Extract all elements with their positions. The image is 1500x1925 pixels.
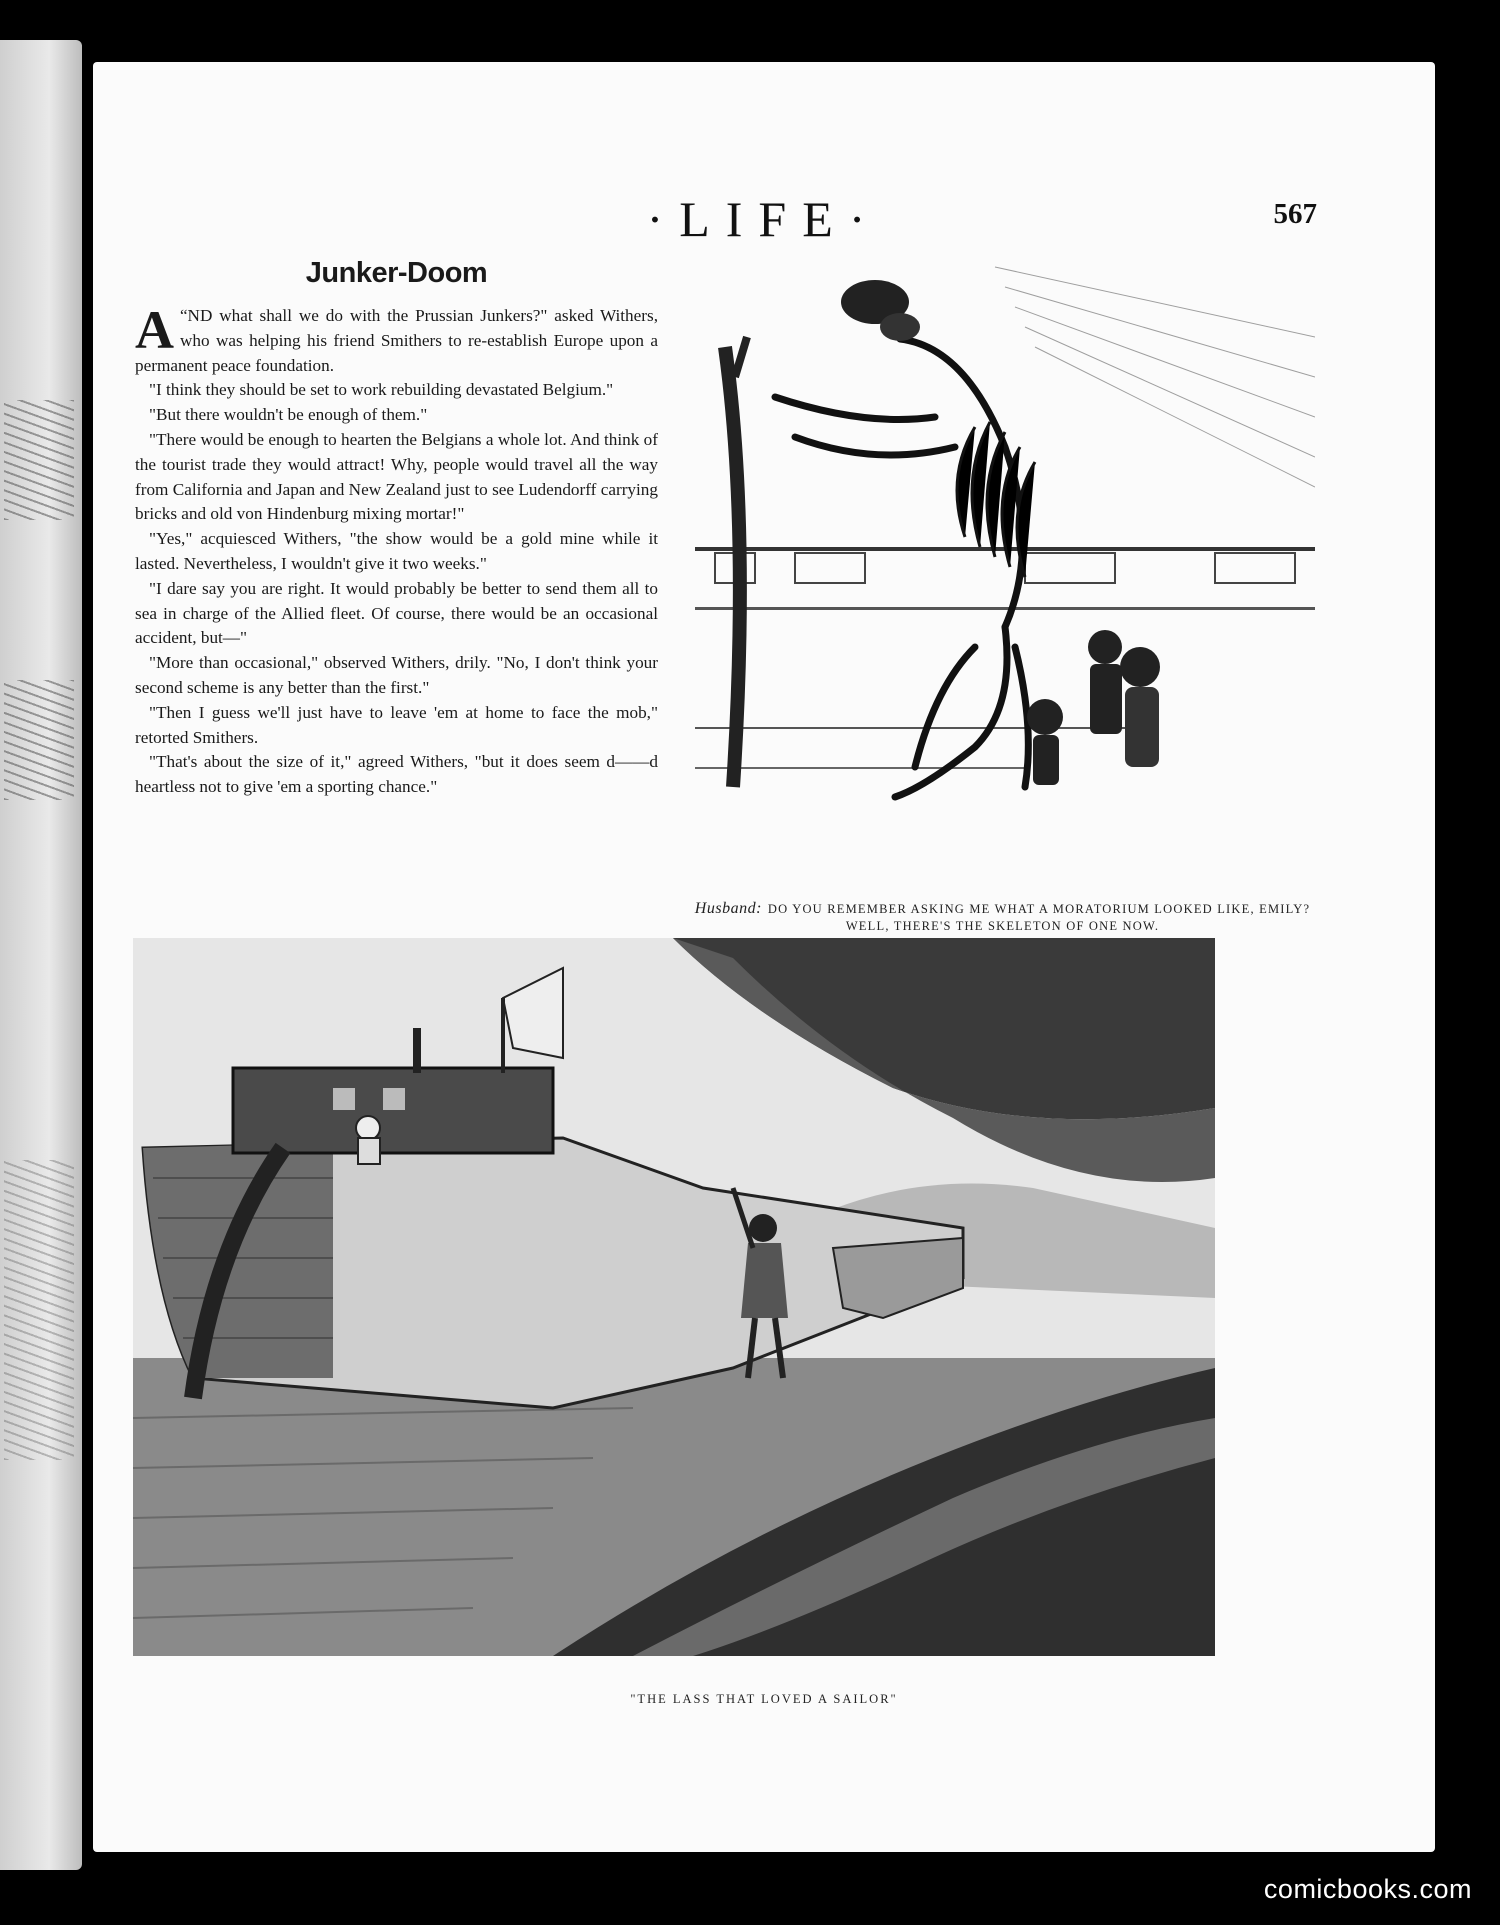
- article-paragraph: “ A ND what shall we do with the Prussian Junkers?" asked Withers, who was helping his friend Smithers to re-establish Europe upon a permanent peace foundation.: [135, 300, 658, 375]
- site-watermark: comicbooks.com: [1263, 1874, 1472, 1904]
- article-paragraph: "There would be enough to hearten the Belgians a whole lot. And think of the tourist trade they would attract! Why, people would travel all the way from California and Japan and New Zealand just to see Ludendorff carrying bricks and old von Hindenburg mixing mortar!": [135, 429, 658, 524]
- canal-boat-illustration: [133, 938, 1215, 1656]
- article-paragraph: "Yes," acquiesced Withers, "the show would be a gold mine while it lasted. Nevertheless, I wouldn't give it two weeks.": [135, 529, 658, 573]
- adjacent-page-edge: [0, 40, 82, 1870]
- article-title: Junker-Doom: [305, 257, 488, 289]
- paragraph-text: ND what shall we do with the Prussian Junkers?" asked Withers, who was helping his friend Smithers to re-establish Europe upon a permanent peace foundation.: [135, 306, 658, 375]
- article-paragraph: "But there wouldn't be enough of them.": [149, 405, 428, 425]
- canal-boat-drawing: [133, 938, 1215, 1656]
- magazine-page: [93, 62, 1435, 1852]
- article-paragraph: "More than occasional," observed Withers, drily. "No, I don't think your second scheme is any better than the first.": [135, 653, 658, 697]
- canal-boat-caption: "THE LASS THAT LOVED A SAILOR": [630, 1692, 898, 1706]
- masthead: ·LIFE·: [646, 191, 882, 247]
- article-paragraph: "I think they should be set to work rebuilding devastated Belgium.": [149, 380, 614, 400]
- skeleton-cartoon-caption: [690, 900, 1315, 935]
- skeleton-cartoon-drawing: [695, 247, 1315, 882]
- article-paragraph: "Then I guess we'll just have to leave 'em at home to face the mob," retorted Smithers.: [135, 702, 658, 747]
- article-paragraph: "That's about the size of it," agreed Withers, "but it does seem d——d heartless not to give 'em a sporting chance.": [135, 752, 658, 797]
- adjacent-page-illustration: [4, 1160, 74, 1460]
- skeleton-cartoon: [695, 247, 1315, 882]
- adjacent-page-illustration: [4, 400, 74, 520]
- caption-text: DO YOU REMEMBER ASKING ME WHAT A MORATORIUM LOOKED LIKE, EMILY? WELL, THERE'S THE SKELETON OF ONE NOW.: [767, 902, 1311, 933]
- adjacent-page-illustration: [4, 680, 74, 800]
- article-paragraph: "I dare say you are right. It would probably be better to send them all to sea in charge of the Allied fleet. Of course, there would be an occasional accident, but—": [135, 578, 658, 648]
- caption-speaker: Husband:: [694, 900, 762, 917]
- page-number: 567: [1273, 198, 1317, 230]
- article: [135, 257, 658, 800]
- drop-cap: A: [135, 300, 174, 360]
